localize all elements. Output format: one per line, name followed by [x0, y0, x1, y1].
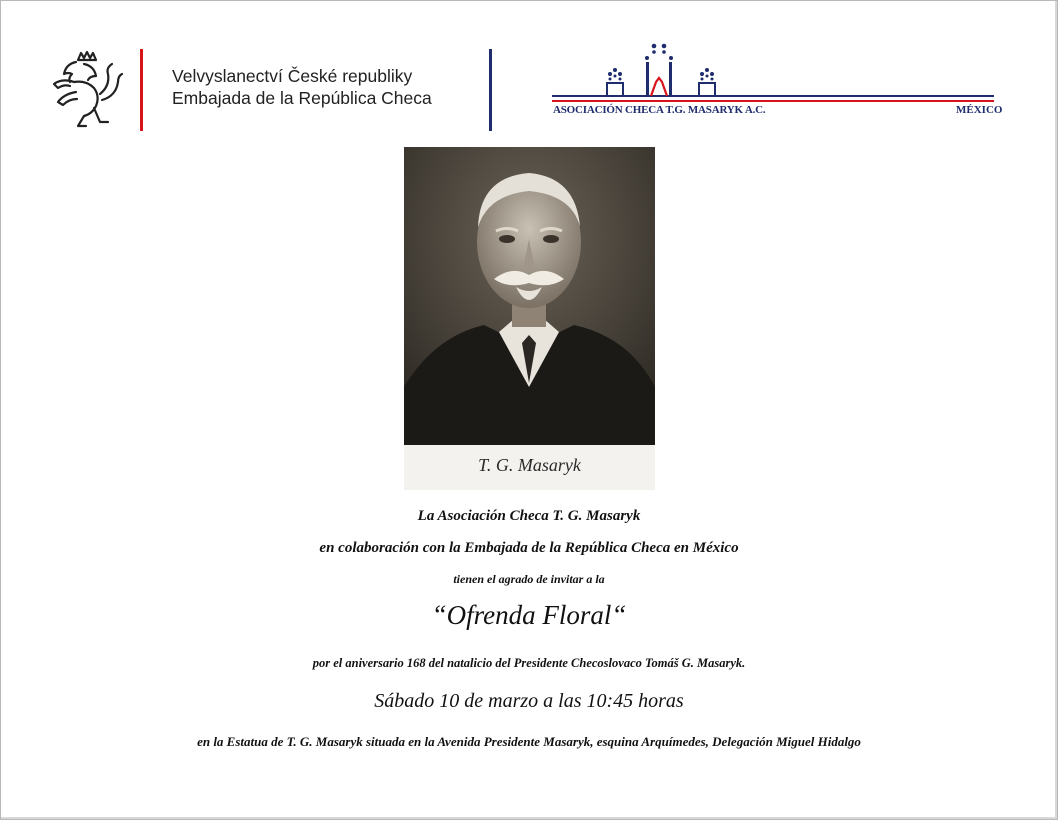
- red-divider: [140, 49, 143, 131]
- czech-lion-icon: [44, 46, 124, 132]
- masaryk-portrait: [404, 147, 655, 490]
- invitation-invite: tienen el agrado de invitar a la: [453, 572, 605, 586]
- event-title: “Ofrenda Floral“: [431, 600, 627, 630]
- association-name: ASOCIACIÓN CHECA T.G. MASARYK A.C.: [553, 104, 766, 116]
- blue-divider: [489, 49, 492, 131]
- embassy-name-spanish: Embajada de la República Checa: [172, 88, 432, 108]
- event-occasion: por el aniversario 168 del natalicio del Presidente Checoslovaco Tomáš G. Masaryk.: [312, 656, 746, 670]
- invitation-host: La Asociación Checa T. G. Masaryk: [417, 508, 641, 524]
- portrait-signature: T. G. Masaryk: [478, 455, 581, 475]
- embassy-name-czech: Velvyslanectví České republiky: [172, 66, 413, 86]
- invitation-collaboration: en colaboración con la Embajada de la República Checa en México: [319, 540, 739, 556]
- event-location: en la Estatua de T. G. Masaryk situada en la Avenida Presidente Masaryk, esquina Arquímedes, Delegación Miguel Hidalgo: [197, 734, 861, 749]
- embassy-name: [172, 65, 432, 109]
- association-country: MÉXICO: [956, 104, 1003, 116]
- event-datetime: Sábado 10 de marzo a las 10:45 horas: [374, 690, 684, 712]
